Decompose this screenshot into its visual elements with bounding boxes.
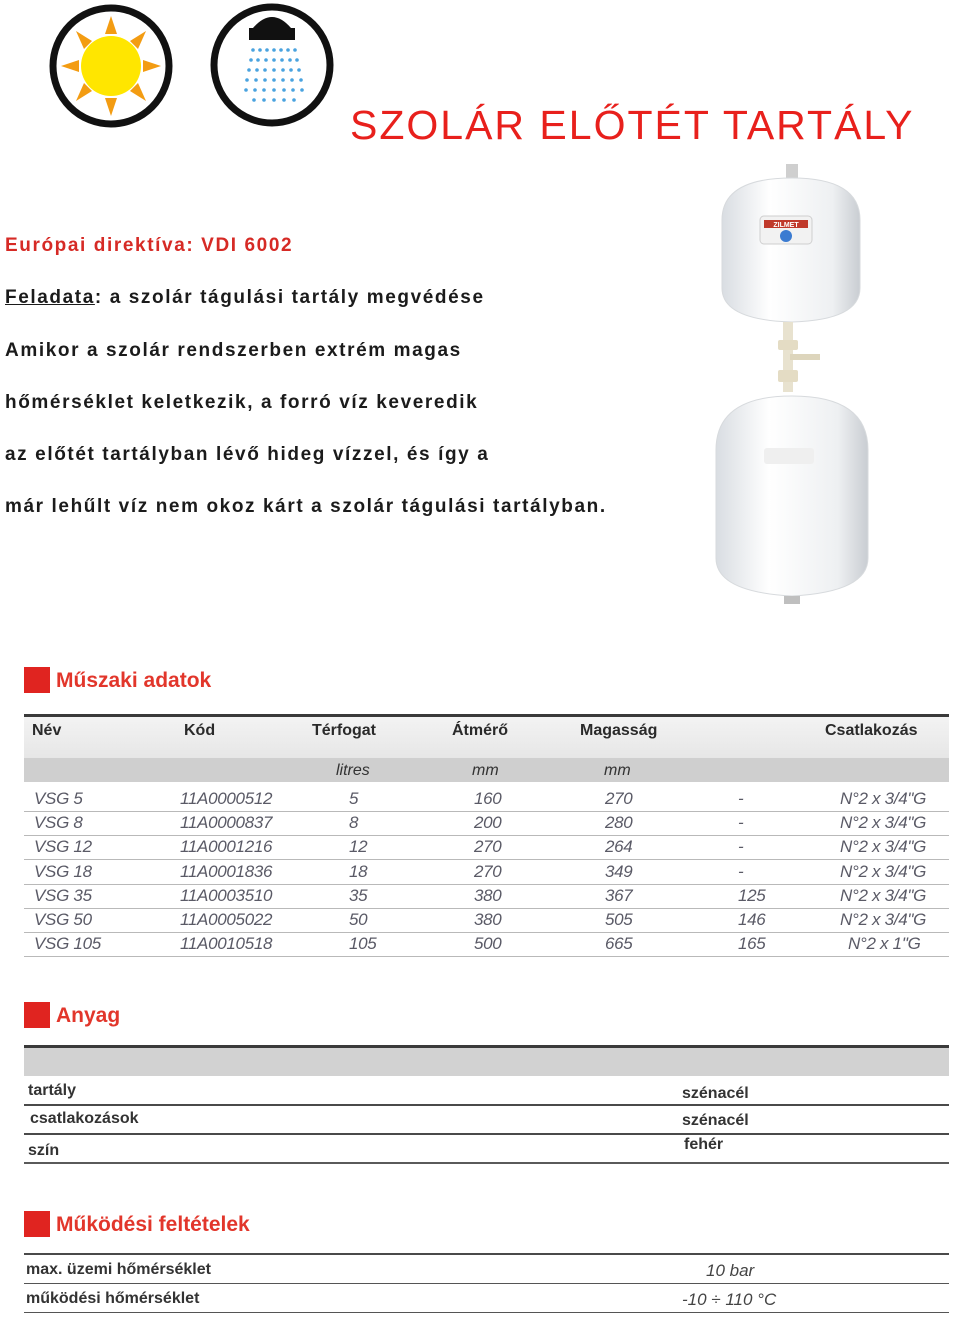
connection: N°2 x 3/4"G [840,813,927,833]
height: 349 [605,861,633,881]
height: 505 [605,910,633,929]
material-table-header [24,1045,949,1076]
table-row [24,860,949,885]
col-header-diameter: Átmérő [452,722,509,739]
connection: N°2 x 3/4"G [840,837,927,857]
product-code: 11A0000512 [180,789,273,808]
material-part: csatlakozások [30,1110,139,1127]
condition-label: működési hőmérséklet [26,1290,200,1307]
volume: 50 [349,910,368,929]
material-part: szín [28,1142,60,1159]
diameter: 380 [474,910,502,929]
section-title: Anyag [56,1004,121,1027]
volume: 18 [349,861,368,881]
volume: 5 [349,789,359,808]
table-row [24,1077,949,1106]
section-title: Műszaki adatok [56,669,212,692]
diameter: 380 [474,885,502,905]
extra-value: - [738,789,744,808]
condition-value: -10 ÷ 110 °C [682,1290,777,1309]
extra-value: 125 [738,885,766,905]
height: 280 [605,813,633,833]
table-row [24,811,949,836]
intro-line: már lehűlt víz nem okoz kárt a szolár tágulási tartályban. [5,496,607,518]
section-title: Működési feltételek [56,1213,250,1236]
material-value: fehér [684,1136,724,1153]
sun-icon [47,4,175,133]
product-code: 11A0000837 [180,813,273,833]
task-label: Feladata [5,287,95,309]
product-code: 11A0001216 [180,837,273,857]
volume: 105 [349,934,377,954]
product-code: 11A0010518 [180,934,273,954]
intro-line: Amikor a szolár rendszerben extrém magas [5,339,462,361]
height: 270 [605,789,633,808]
table-row [24,787,949,812]
diameter: 200 [474,813,502,833]
table-row [24,908,949,933]
model-name: VSG 18 [34,861,92,881]
extra-value: 146 [738,910,766,929]
unit-volume: litres [336,762,370,779]
intro-line: hőmérséklet keletkezik, a forró víz keveredik [5,391,479,413]
model-name: VSG 50 [34,910,92,929]
model-name: VSG 12 [34,837,92,857]
condition-value: 10 bar [706,1261,755,1280]
diameter: 500 [474,934,502,954]
product-code: 11A0003510 [180,885,273,905]
material-value: szénacél [682,1112,749,1129]
product-code: 11A0001836 [180,861,273,881]
condition-label: max. üzemi hőmérséklet [26,1261,211,1278]
height: 264 [605,837,633,857]
unit-height: mm [604,762,631,779]
height: 665 [605,934,633,954]
table-row [24,884,949,909]
red-square-icon [24,667,50,693]
tank-brand-label: ZILMET [773,222,799,229]
volume: 12 [349,837,368,857]
intro-line: az előtét tartályban lévő hideg vízzel, és így a [5,444,490,466]
red-square-icon [24,1211,50,1237]
col-header-height: Magasság [580,722,658,739]
col-header-code: Kód [184,722,216,739]
model-name: VSG 8 [34,813,83,833]
material-part: tartály [28,1082,77,1099]
model-name: VSG 105 [34,934,101,954]
table-row [24,1253,949,1284]
table-row [24,1135,949,1164]
table-row [24,1106,949,1135]
connection: N°2 x 3/4"G [840,789,927,808]
connection: N°2 x 1"G [848,934,921,954]
directive-line: Európai direktíva: VDI 6002 [5,235,294,256]
diameter: 270 [474,861,502,881]
connection: N°2 x 3/4"G [840,910,927,929]
diameter: 160 [474,789,502,808]
connection: N°2 x 3/4"G [840,861,927,881]
connection: N°2 x 3/4"G [840,885,927,905]
height: 367 [605,885,633,905]
intro-text [5,232,685,546]
model-name: VSG 35 [34,885,92,905]
col-header-volume: Térfogat [312,722,376,739]
shower-icon [209,2,337,133]
table-row [24,932,949,957]
task-line [5,284,685,336]
product-code: 11A0005022 [180,910,273,929]
task-text: : a szolár tágulási tartály megvédése [94,287,485,309]
unit-diameter: mm [472,762,499,779]
extra-value: 165 [738,934,766,954]
red-square-icon [24,1002,50,1028]
extra-value: - [738,837,744,857]
table-row [24,835,949,860]
model-name: VSG 5 [34,789,83,808]
table-row [24,1284,949,1313]
product-image [700,160,890,615]
extra-value: - [738,861,744,881]
material-value: szénacél [682,1085,749,1102]
volume: 8 [349,813,359,833]
page-title: SZOLÁR ELŐTÉT TARTÁLY [350,102,915,148]
volume: 35 [349,885,368,905]
col-header-name: Név [32,722,62,739]
col-header-connection: Csatlakozás [825,722,918,739]
extra-value: - [738,813,744,833]
diameter: 270 [474,837,502,857]
